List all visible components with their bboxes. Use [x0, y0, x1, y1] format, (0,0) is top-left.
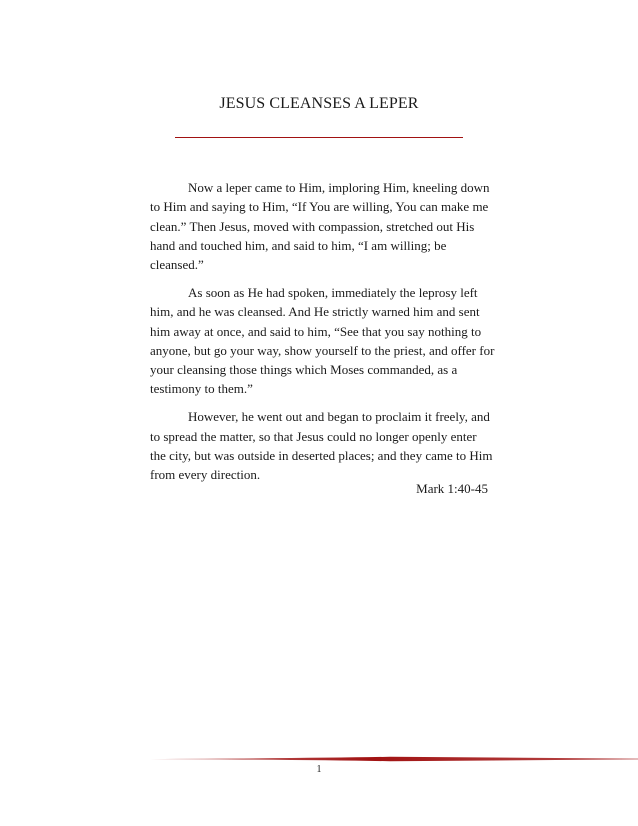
paragraph-1: Now a leper came to Him, imploring Him, kneeling down to Him and saying to Him, “If You are willing, You can make me clean.” Then Jesus, moved with compassion, stretched out His hand and touched him, and said to him, “I am willing; be cleansed.”: [150, 180, 490, 273]
title-divider: [175, 137, 463, 138]
scripture-citation: Mark 1:40-45: [416, 481, 488, 496]
page-number: 1: [316, 764, 322, 775]
page-title: JESUS CLEANSES A LEPER: [219, 95, 419, 112]
paragraph-2: As soon as He had spoken, immediately the leprosy left him, and he was cleansed. And He strictly warned him and sent him away at once, and said to him, “See that you say nothing to anyone, but go your way, show yourself to the priest, and offer for your cleansing those things which Moses commanded, as a testimony to them.”: [150, 284, 495, 397]
paragraph-3: However, he went out and began to proclaim it freely, and to spread the matter, so that Jesus could no longer openly enter the city, but was outside in deserted places; and they came to Him from every direction.: [150, 409, 493, 483]
body-text: [150, 178, 495, 493]
footer-divider: [150, 756, 638, 762]
